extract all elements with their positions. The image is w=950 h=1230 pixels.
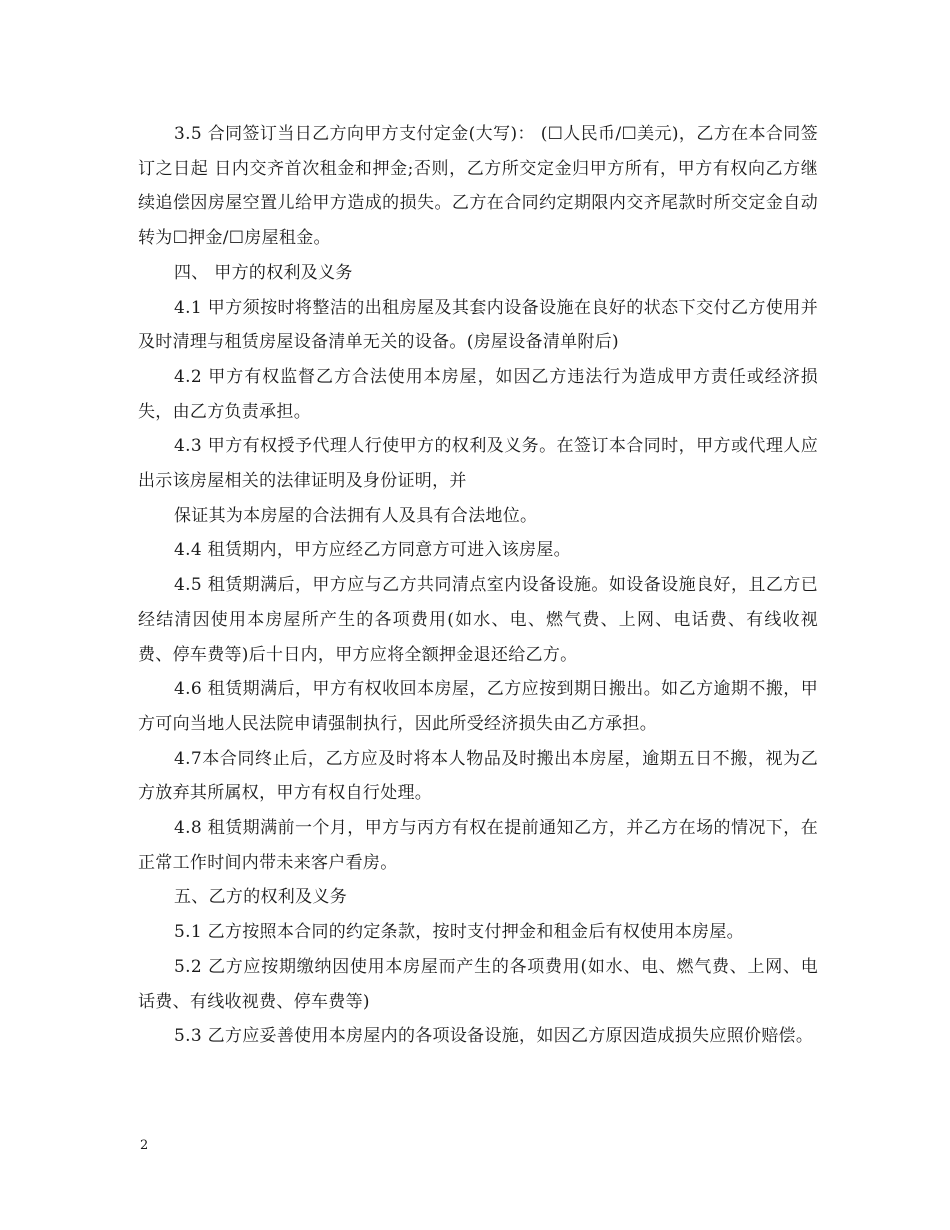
clause-4-1: 4.1 甲方须按时将整洁的出租房屋及其套内设备设施在良好的状态下交付乙方使用并及时清理与租赁房屋设备清单无关的设备。(房屋设备清单附后) [138,297,818,353]
clause-5-2: 5.2 乙方应按期缴纳因使用本房屋而产生的各项费用(如水、电、燃气费、上网、电话费、有线收视费、停车费等) [138,956,818,1012]
section-heading-5: 五、乙方的权利及义务 [174,887,347,908]
clause-5-1: 5.1 乙方按照本合同的约定条款，按时支付押金和租金后有权使用本房屋。 [174,922,744,943]
page-number: 2 [140,1138,149,1153]
clause-3-5: 3.5 合同签订当日乙方向甲方支付定金(大写)： (☐人民币/☐美元)，乙方在本合同签订之日起 日内交齐首次租金和押金;否则，乙方所交定金归甲方所有，甲方有权向乙方继续追偿因房屋空置儿给甲方造成的损失。乙方在合同约定期限内交齐尾款时所交定金自动转为☐押金/☐房屋租金。 [138,124,818,249]
contract-body [138,117,818,1054]
clause-4-4: 4.4 租赁期内，甲方应经乙方同意方可进入该房屋。 [174,540,571,561]
clause-4-3: 4.3 甲方有权授予代理人行使甲方的权利及义务。在签订本合同时，甲方或代理人应出示该房屋相关的法律证明及身份证明，并 [138,436,818,492]
clause-4-5: 4.5 租赁期满后，甲方应与乙方共同清点室内设备设施。如设备设施良好，且乙方已经结清因使用本房屋所产生的各项费用(如水、电、燃气费、上网、电话费、有线收视费、停车费等)后十日内，甲方应将全额押金退还给乙方。 [138,575,818,665]
section-heading-4: 四、 甲方的权利及义务 [174,262,353,283]
clause-5-3: 5.3 乙方应妥善使用本房屋内的各项设备设施，如因乙方原因造成损失应照价赔偿。 [174,1026,814,1047]
clause-4-6: 4.6 租赁期满后，甲方有权收回本房屋，乙方应按到期日搬出。如乙方逾期不搬，甲方可向当地人民法院申请强制执行，因此所受经济损失由乙方承担。 [138,679,818,734]
clause-4-3-continued: 保证其为本房屋的合法拥有人及具有合法地位。 [174,505,538,526]
clause-4-2: 4.2 甲方有权监督乙方合法使用本房屋，如因乙方违法行为造成甲方责任或经济损失，由乙方负责承担。 [138,366,818,422]
clause-4-8: 4.8 租赁期满前一个月，甲方与丙方有权在提前通知乙方，并乙方在场的情况下，在正常工作时间内带未来客户看房。 [138,818,818,873]
clause-4-7: 4.7本合同终止后，乙方应及时将本人物品及时搬出本房屋，逾期五日不搬，视为乙方放弃其所属权，甲方有权自行处理。 [138,748,818,804]
